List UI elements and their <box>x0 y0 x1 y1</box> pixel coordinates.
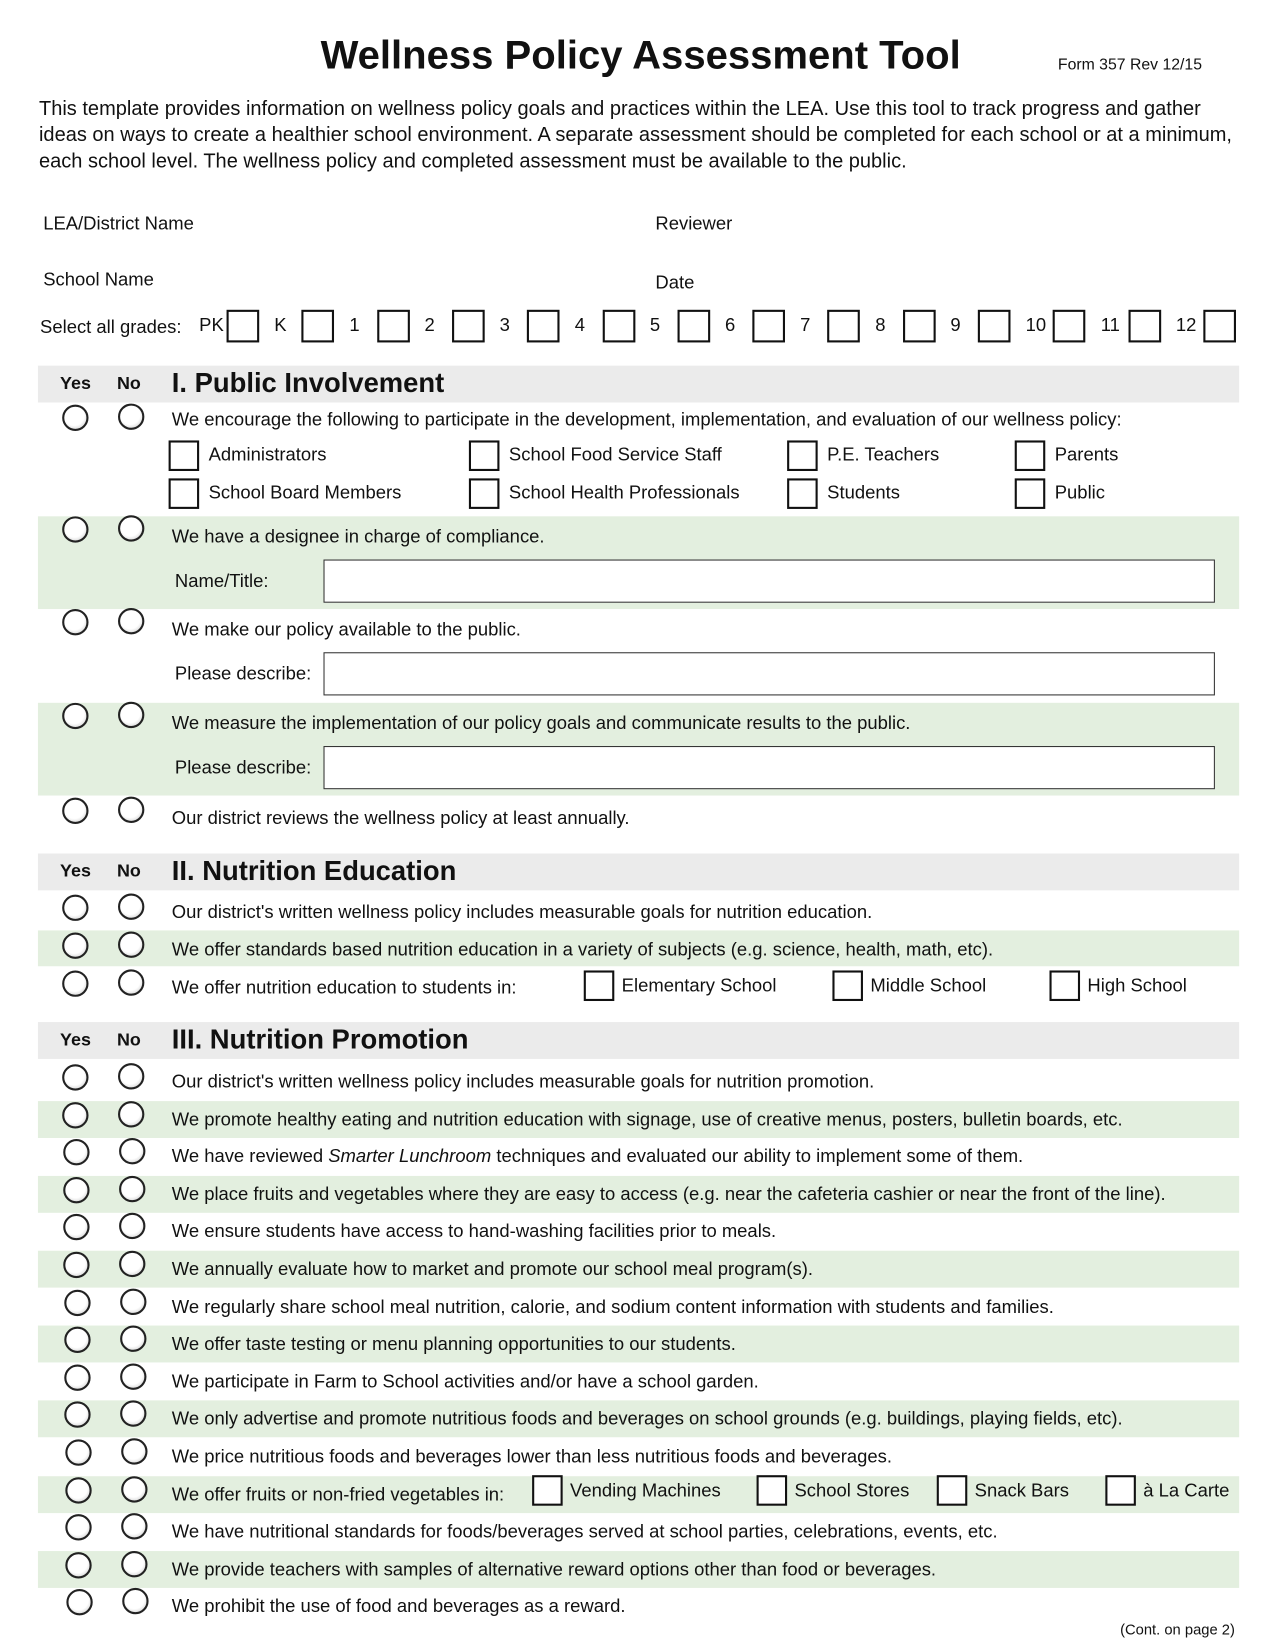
item-text: We annually evaluate how to market and promote our school meal program(s). <box>171 1258 814 1280</box>
item-text: We ensure students have access to hand-washing facilities prior to meals. <box>171 1220 777 1242</box>
grade-checkbox-8[interactable] <box>903 310 936 343</box>
participant-label: Public <box>1054 481 1105 503</box>
response-input[interactable] <box>323 746 1214 789</box>
option-checkbox[interactable] <box>937 1475 968 1506</box>
option-label: Middle School <box>870 974 987 996</box>
section-title: III. Nutrition Promotion <box>171 1023 469 1055</box>
grade-checkbox-12[interactable] <box>1203 310 1236 343</box>
date-label: Date <box>655 271 695 293</box>
grade-checkbox-2[interactable] <box>452 310 485 343</box>
option-label: Snack Bars <box>974 1478 1069 1501</box>
no-column-label: No <box>116 860 141 881</box>
no-radio[interactable] <box>121 1476 147 1502</box>
yes-radio[interactable] <box>62 1102 88 1128</box>
yes-radio[interactable] <box>64 1327 90 1353</box>
no-radio[interactable] <box>121 1551 147 1577</box>
section-title: II. Nutrition Education <box>171 854 457 887</box>
grade-checkbox-9[interactable] <box>978 310 1011 343</box>
participant-checkbox[interactable] <box>469 440 500 471</box>
item-text: We encourage the following to participate in the development, implementation, and evaluation of our wellness policy: <box>171 408 1122 430</box>
participant-label: Parents <box>1054 443 1119 465</box>
school-name-label: School Name <box>43 268 154 290</box>
italic-term: Smarter Lunchroom <box>328 1145 492 1167</box>
option-label: Elementary School <box>621 974 777 996</box>
no-radio[interactable] <box>118 515 144 541</box>
option-checkbox[interactable] <box>832 970 863 1001</box>
item-text: We offer fruits or non-fried vegetables in: <box>171 1483 505 1505</box>
option-checkbox[interactable] <box>584 970 615 1001</box>
yes-radio[interactable] <box>65 1477 91 1503</box>
reviewer-label: Reviewer <box>655 212 733 234</box>
yes-radio[interactable] <box>65 1514 91 1540</box>
item-text: We offer nutrition education to students in: <box>171 976 517 998</box>
grade-checkbox-k[interactable] <box>302 310 335 343</box>
no-radio[interactable] <box>119 1176 145 1202</box>
participant-checkbox[interactable] <box>1015 440 1046 471</box>
grade-label: 1 <box>349 314 360 336</box>
grade-label: 6 <box>725 314 736 336</box>
item-text-part: techniques and evaluated our ability to implement some of them. <box>491 1145 1024 1167</box>
continued-note: (Cont. on page 2) <box>1120 1620 1235 1638</box>
yes-radio[interactable] <box>63 1214 89 1240</box>
no-radio[interactable] <box>118 404 144 430</box>
no-radio[interactable] <box>120 1363 146 1389</box>
item-text: Our district's written wellness policy includes measurable goals for nutrition promotion. <box>171 1070 875 1092</box>
item-text: We promote healthy eating and nutrition education with signage, use of creative menus, posters, bulletin boards, etc. <box>171 1108 1123 1130</box>
item-text: We have a designee in charge of compliance. <box>171 525 545 547</box>
participant-checkbox[interactable] <box>787 440 818 471</box>
grade-label: 2 <box>424 314 435 336</box>
yes-radio[interactable] <box>62 798 88 824</box>
response-input[interactable] <box>323 652 1214 695</box>
grade-checkbox-pk[interactable] <box>227 310 260 343</box>
grade-checkbox-6[interactable] <box>752 310 785 343</box>
grade-label: K <box>274 314 287 336</box>
option-checkbox[interactable] <box>1105 1475 1136 1506</box>
grade-checkbox-11[interactable] <box>1128 310 1161 343</box>
option-checkbox[interactable] <box>757 1475 788 1506</box>
item-text: We only advertise and promote nutritious foods and beverages on school grounds (e.g. buildings, playing fields, etc). <box>171 1408 1123 1430</box>
no-column-label: No <box>116 1029 141 1050</box>
grade-label: 12 <box>1175 314 1197 336</box>
yes-radio[interactable] <box>62 609 88 635</box>
item-text: We have nutritional standards for foods/beverages served at school parties, celebrations, events, etc. <box>171 1520 998 1542</box>
item-text: We make our policy available to the public. <box>171 618 521 640</box>
lea-district-name-label: LEA/District Name <box>43 212 194 234</box>
no-column-label: No <box>116 373 141 394</box>
item-text: We price nutritious foods and beverages lower than less nutritious foods and beverages. <box>171 1445 893 1467</box>
yes-column-label: Yes <box>60 1029 91 1050</box>
grade-checkbox-5[interactable] <box>677 310 710 343</box>
no-radio[interactable] <box>118 702 144 728</box>
yes-radio[interactable] <box>63 1177 89 1203</box>
yes-radio[interactable] <box>65 1439 91 1465</box>
no-radio[interactable] <box>118 1063 144 1089</box>
yes-radio[interactable] <box>62 895 88 921</box>
item-text: We place fruits and vegetables where they are easy to access (e.g. near the cafeteria cashier or near the front of the line). <box>171 1183 1166 1205</box>
no-radio[interactable] <box>118 608 144 634</box>
option-label: à La Carte <box>1143 1478 1230 1501</box>
yes-column-label: Yes <box>60 860 91 881</box>
yes-radio[interactable] <box>62 933 88 959</box>
participant-checkbox[interactable] <box>1015 478 1046 509</box>
grade-label: 11 <box>1100 314 1120 336</box>
item-text: We offer taste testing or menu planning opportunities to our students. <box>171 1333 736 1355</box>
no-radio[interactable] <box>118 969 144 995</box>
item-text-part: We have reviewed <box>171 1145 329 1167</box>
option-label: School Stores <box>794 1478 910 1501</box>
grade-checkbox-3[interactable] <box>527 310 560 343</box>
option-label: Vending Machines <box>570 1478 721 1501</box>
grade-checkbox-4[interactable] <box>602 310 635 343</box>
item-text: Our district's written wellness policy includes measurable goals for nutrition education. <box>171 900 873 922</box>
grade-label: 8 <box>875 314 886 336</box>
no-radio[interactable] <box>118 797 144 823</box>
yes-radio[interactable] <box>62 703 88 729</box>
option-checkbox[interactable] <box>532 1475 563 1506</box>
yes-radio[interactable] <box>62 970 88 996</box>
no-radio[interactable] <box>122 1588 148 1614</box>
grade-label: 10 <box>1025 314 1047 336</box>
item-text: We measure the implementation of our policy goals and communicate results to the public. <box>171 712 911 734</box>
participant-label: School Health Professionals <box>508 481 740 503</box>
section-title: I. Public Involvement <box>171 366 445 399</box>
field-label: Please describe: <box>174 662 312 684</box>
grade-checkbox-1[interactable] <box>377 310 410 343</box>
grade-label: 7 <box>800 314 811 336</box>
no-radio[interactable] <box>120 1326 146 1352</box>
participant-label: School Board Members <box>208 481 402 503</box>
no-radio[interactable] <box>118 931 144 957</box>
participant-checkbox[interactable] <box>169 478 200 509</box>
intro-paragraph: This template provides information on wellness policy goals and practices within the LEA. Use this tool to track progress and gather ideas on ways to create a healthier school environment. A separate assessment should be completed for each school or at a minimum, each school level. The wellness policy and completed assessment must be available to the public. <box>38 97 1232 173</box>
participant-label: Students <box>827 481 900 503</box>
yes-column-label: Yes <box>60 373 91 394</box>
participant-checkbox[interactable] <box>787 478 818 509</box>
grade-label: PK <box>199 314 224 336</box>
page-title: Wellness Policy Assessment Tool <box>320 33 961 78</box>
yes-radio[interactable] <box>62 516 88 542</box>
grade-checkbox-10[interactable] <box>1053 310 1086 343</box>
participant-label: Administrators <box>208 443 327 465</box>
item-text: We offer standards based nutrition education in a variety of subjects (e.g. science, health, math, etc). <box>171 938 994 960</box>
field-label: Please describe: <box>174 756 312 778</box>
yes-radio[interactable] <box>64 1289 90 1315</box>
no-radio[interactable] <box>118 1101 144 1127</box>
participant-checkbox[interactable] <box>469 478 500 509</box>
yes-radio[interactable] <box>63 1139 89 1165</box>
item-text: We provide teachers with samples of alternative reward options other than food or beverages. <box>171 1558 937 1580</box>
participant-label: School Food Service Staff <box>508 443 722 465</box>
field-label: Name/Title: <box>174 570 269 592</box>
item-text <box>172 1146 1023 1168</box>
grade-label: 4 <box>574 314 586 336</box>
grade-checkbox-7[interactable] <box>828 310 861 343</box>
no-radio[interactable] <box>118 894 144 920</box>
no-radio[interactable] <box>119 1138 145 1164</box>
yes-radio[interactable] <box>64 1364 90 1390</box>
participant-label: P.E. Teachers <box>827 443 940 465</box>
yes-radio[interactable] <box>62 1064 88 1090</box>
item-text: Our district reviews the wellness policy at least annually. <box>171 807 630 829</box>
yes-radio[interactable] <box>62 405 88 431</box>
participant-checkbox[interactable] <box>169 440 200 471</box>
no-radio[interactable] <box>121 1513 147 1539</box>
grade-label: 5 <box>649 314 661 336</box>
no-radio[interactable] <box>120 1288 146 1314</box>
item-text: We prohibit the use of food and beverages as a reward. <box>171 1595 626 1617</box>
yes-radio[interactable] <box>66 1589 92 1615</box>
yes-radio[interactable] <box>66 1552 92 1578</box>
item-text: We regularly share school meal nutrition, calorie, and sodium content information with students and families. <box>171 1295 1054 1317</box>
option-checkbox[interactable] <box>1049 970 1080 1001</box>
grade-label: 3 <box>499 314 510 336</box>
response-input[interactable] <box>323 560 1214 603</box>
form-number: Form 357 Rev 12/15 <box>1057 55 1203 74</box>
no-radio[interactable] <box>119 1213 145 1239</box>
no-radio[interactable] <box>121 1438 147 1464</box>
item-text: We participate in Farm to School activities and/or have a school garden. <box>171 1370 759 1392</box>
grade-label: 9 <box>950 314 961 336</box>
select-grades-label: Select all grades: <box>40 316 182 338</box>
option-label: High School <box>1087 974 1187 996</box>
